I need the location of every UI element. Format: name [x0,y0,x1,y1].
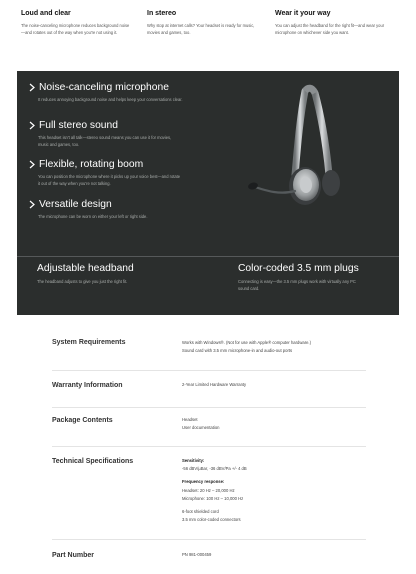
panel-divider [17,256,399,257]
feature-text: This headset isn't all talk—stereo sound means you can use it for movies, music and games, too. [38,135,172,147]
intro-text: The noise-canceling microphone reduces background noise—and rotates out of the way when you're not using it. [21,23,130,35]
spec-warranty [52,371,366,408]
spec-label: Technical Specifications [52,458,134,465]
feature-title: Versatile design [39,199,112,210]
spec-label: Part Number [52,552,95,559]
chevron-right-icon [29,121,35,130]
feature-text: You can position the microphone where it picks up your voice best—and rotate it out of the way when you're not talking. [38,174,181,186]
spec-line: Headset [182,417,198,422]
intro-title: In stereo [147,10,177,17]
feature-adjustable-headband [37,263,162,286]
spec-line: User documentation [182,425,220,431]
feature-text: The headband adjusts to give you just the right fit. [37,279,128,284]
feature-text: Connecting is easy—the 3.5 mm plugs work with virtually any PC sound card. [238,279,356,291]
chevron-right-icon [29,83,35,92]
spec-line: Sound card with 3.5 mm microphone-in and audio-out ports [182,348,293,354]
intro-section [0,0,416,70]
spec-technical [52,447,366,540]
spec-line: PN 981-000459 [182,552,212,557]
feature-versatile-design [29,199,234,221]
chevron-right-icon [29,160,35,169]
feature-panel [17,71,399,315]
intro-loud-and-clear [21,10,133,36]
spec-label: System Requirements [52,339,126,346]
spec-line: 3.5 mm color-coded connectors [182,517,241,523]
feature-title: Noise-canceling microphone [39,82,169,93]
spec-system-requirements [52,330,366,371]
intro-text: Why stop at internet calls? Your headset is ready for music, movies and games, too. [147,23,255,35]
spec-sublabel: Sensitivity: [182,458,205,463]
feature-title: Flexible, rotating boom [39,159,144,170]
feature-rotating-boom [29,159,234,187]
spec-line: -56 dBV/µBar, -36 dBV/Pa +/- 4 dB [182,466,247,472]
spec-part-number [52,540,366,574]
feature-text: The microphone can be worn on either your left or right side. [38,214,148,219]
feature-noise-canceling [29,82,234,104]
intro-in-stereo [147,10,259,36]
spec-line: Microphone: 100 Hz – 10,000 Hz [182,495,244,501]
spec-sublabel: Frequency response: [182,479,225,485]
spec-value [182,339,362,355]
spec-line: 6-foot shielded cord [182,509,219,515]
spec-line: Works with Windows®. (Not for use with Apple® computer hardware.) [182,340,311,345]
feature-title: Full stereo sound [39,120,118,131]
feature-color-coded-plugs [238,263,363,292]
spec-value [182,416,362,432]
spec-label: Package Contents [52,417,113,424]
intro-title: Loud and clear [21,10,71,17]
spec-line: 2-Year Limited Hardware Warranty [182,382,247,387]
intro-wear-your-way [275,10,387,36]
spec-value [182,551,362,559]
spec-value [182,457,362,524]
feature-title: Adjustable headband [37,263,134,274]
spec-label: Warranty Information [52,382,123,389]
headset-image [245,83,365,211]
intro-title: Wear it your way [275,10,331,17]
feature-title: Color-coded 3.5 mm plugs [238,263,359,274]
feature-text: It reduces annoying background noise and helps keep your conversations clear. [38,97,183,102]
chevron-right-icon [29,200,35,209]
spec-package-contents [52,408,366,447]
spec-line: Headset: 20 Hz – 20,000 Hz [182,487,235,493]
feature-stereo-sound [29,120,234,148]
intro-text: You can adjust the headband for the right fit—and wear your microphone on whichever side you want. [275,23,385,35]
spec-value [182,381,362,389]
